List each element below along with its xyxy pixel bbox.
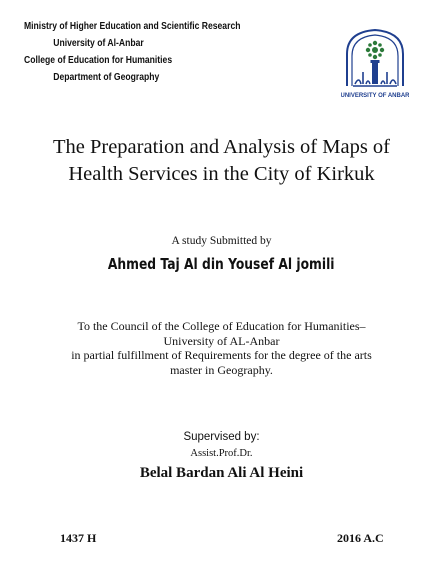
council-line-4: master in Geography. xyxy=(170,362,273,377)
study-label: A study Submitted by xyxy=(171,235,272,247)
title-line-1: The Preparation and Analysis of Maps of xyxy=(52,136,391,158)
supervised-label: Supervised by: xyxy=(183,431,260,443)
title-line-2: Health Services in the City of Kirkuk xyxy=(68,163,375,185)
council-line-1: To the Council of the College of Education for Humanities– xyxy=(77,319,366,333)
author-name-wrapper xyxy=(0,255,443,273)
department-line: Department of Geography xyxy=(53,72,160,83)
institution-header xyxy=(24,18,324,86)
date-ad: 2016 A.C xyxy=(337,531,384,545)
university-line: University of Al-Anbar xyxy=(53,38,144,49)
council-line-3: in partial fulfillment of Requirements for the degree of the arts xyxy=(71,348,372,362)
logo-caption: UNIVERSITY OF ANBAR xyxy=(341,93,409,99)
university-emblem-icon xyxy=(341,26,409,102)
date-hijri: 1437 H xyxy=(60,531,97,545)
supervisor-name: Belal Bardan Ali Al Heini xyxy=(139,465,304,481)
thesis-title xyxy=(0,134,443,188)
council-statement xyxy=(0,319,443,377)
university-logo xyxy=(341,26,409,102)
supervisor-rank: Assist.Prof.Dr. xyxy=(190,448,253,459)
college-line: College of Education for Humanities xyxy=(24,55,173,66)
author-name: Ahmed Taj Al din Yousef Al jomili xyxy=(108,255,335,273)
council-line-2: University of AL-Anbar xyxy=(163,333,280,348)
ministry-line: Ministry of Higher Education and Scientific Research xyxy=(24,21,241,32)
